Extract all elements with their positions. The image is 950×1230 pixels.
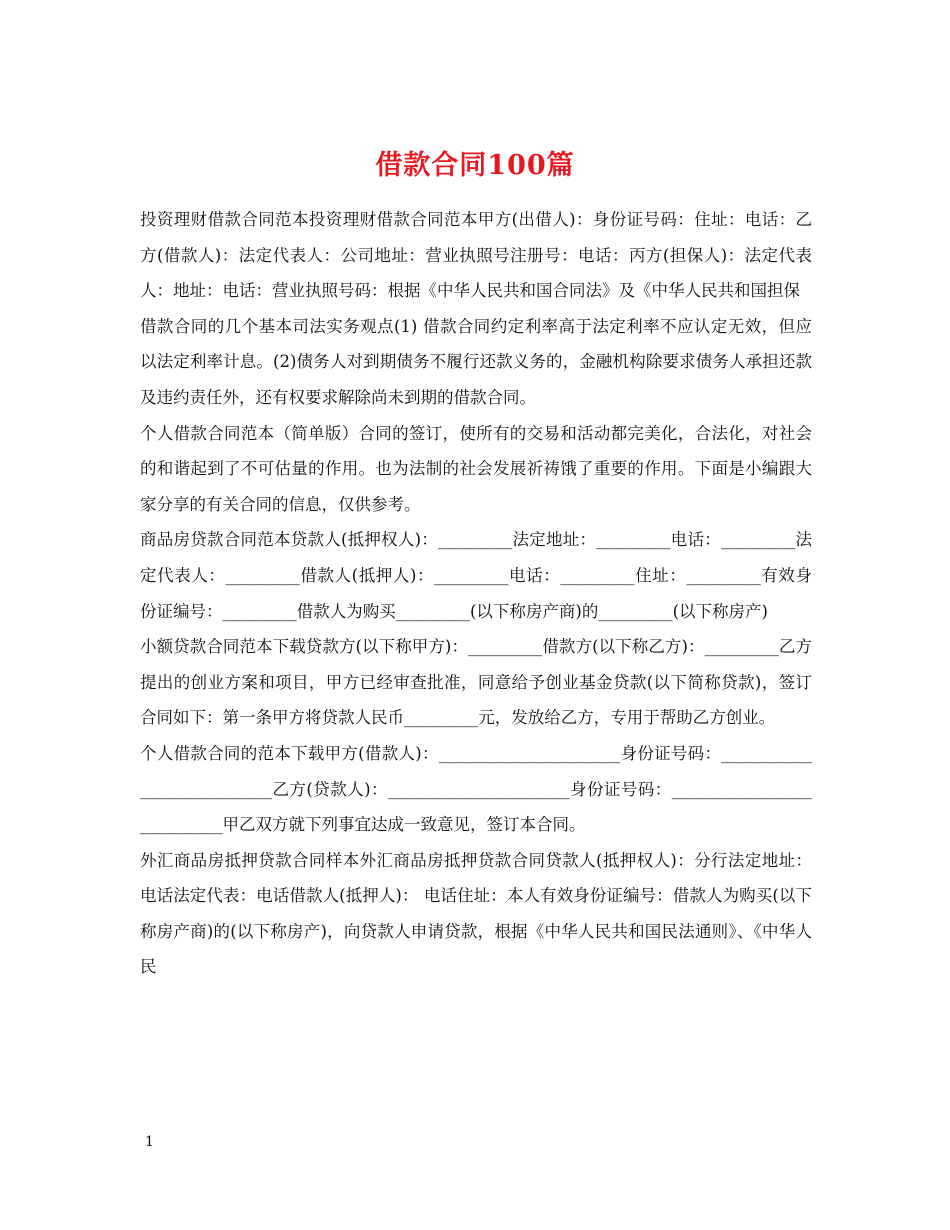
paragraph-foreign-currency-mortgage: 外汇商品房抵押贷款合同样本外汇商品房抵押贷款合同贷款人(抵押权人)：分行法定地址：电话法定代表：电话借款人(抵押人)： 电话住址：本人有效身份证编号：借款人为购买(以下称房产商)的(以下称房产)，向贷款人申请贷款，根据《中华人民共和国民法通则》、《中华人民 — [140, 850, 812, 977]
paragraph-personal-loan-template: 个人借款合同的范本下载甲方(借款人)：______________________身份证号码：___________________________乙方(贷款人)：______________________身份证号码：___________________________甲乙双方就下列事宜达成一致意见，签订本合同。 — [140, 743, 812, 835]
paragraph-judicial-viewpoints: 借款合同的几个基本司法实务观点(1) 借款合同约定利率高于法定利率不应认定无效，但应以法定利率计息。(2)债务人对到期债务不履行还款义务的，金融机构除要求债务人承担还款及违约责任外，还有权要求解除尚未到期的借款合同。 — [140, 316, 812, 407]
paragraph-personal-loan-simple: 个人借款合同范本（简单版）合同的签订，使所有的交易和活动都完美化，合法化，对社会的和谐起到了不可估量的作用。也为法制的社会发展祈祷饿了重要的作用。下面是小编跟大家分享的有关合同的信息，仅供参考。 — [140, 423, 812, 514]
document-title: 借款合同100篇 — [375, 150, 575, 182]
document-body — [140, 202, 812, 985]
page-number: 1 — [145, 1134, 154, 1150]
paragraph-small-loan: 小额贷款合同范本下载贷款方(以下称甲方)：_________借款方(以下称乙方)：_________乙方提出的创业方案和项目，甲方已经审查批准，同意给予创业基金贷款(以下简称贷款)，签订合同如下：第一条甲方将贷款人民币_________元，发放给乙方，专用于帮助乙方创业。 — [140, 637, 812, 728]
paragraph-commercial-housing-loan: 商品房贷款合同范本贷款人(抵押权人)：_________法定地址：_________电话：_________法定代表人：_________借款人(抵押人)：_________电话：_________住址：_________有效身份证编号：_________借款人为购买_________(以下称房产商)的_________(以下称房产) — [140, 530, 812, 621]
paragraph-investment-loan-contract: 投资理财借款合同范本投资理财借款合同范本甲方(出借人)：身份证号码：住址：电话：乙方(借款人)：法定代表人：公司地址：营业执照号注册号：电话：丙方(担保人)：法定代表人：地址：电话：营业执照号码：根据《中华人民共和国合同法》及《中华人民共和国担保 — [140, 210, 812, 301]
